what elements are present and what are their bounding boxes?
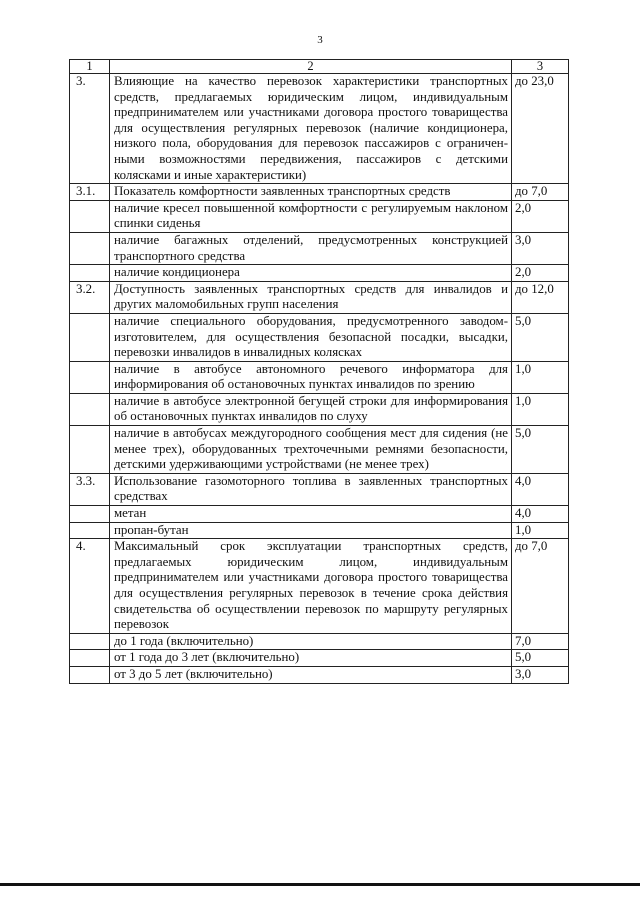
score-cell: 7,0 <box>512 633 569 650</box>
table-row <box>70 473 569 505</box>
score-cell: 5,0 <box>512 313 569 361</box>
bottom-rule <box>0 883 640 886</box>
row-number-cell <box>70 265 110 282</box>
row-number-cell: 3. <box>70 74 110 184</box>
score-cell: 5,0 <box>512 426 569 474</box>
criterion-text-cell: пропан-бутан <box>110 522 512 539</box>
table-row <box>70 281 569 313</box>
table-row <box>70 539 569 634</box>
table-row <box>70 650 569 667</box>
criterion-text-cell: Показатель комфортности заявленных транспортных средств <box>110 184 512 201</box>
table-row <box>70 633 569 650</box>
table-row <box>70 313 569 361</box>
criterion-text-cell: Максимальный срок эксплуатации транспортных средств, предлагаемых юридическим лицом, индивидуальным предпринимателем или участниками договора простого товарищества для осуществления регулярных перевозок в течение срока действия свидетельства об осуществлении перевозок по маршруту регулярных перевозок <box>110 539 512 634</box>
criterion-text-cell: Влияющие на качество перевозок характеристики транспортных средств, предлагаемых юридическим лицом, индивидуальным предпринимателем или участниками договора простого товарищества для осуществления регулярных перевозок (наличие кондиционера, низкого пола, оборудования для перевозок пассажиров с ограничен-ными возможностями передвижения, пассажиров с детскими колясками и иные характеристики) <box>110 74 512 184</box>
table-row <box>70 74 569 184</box>
criterion-text-cell: наличие багажных отделений, предусмотренных конструкцией транспортного средства <box>110 232 512 264</box>
row-number-cell: 3.1. <box>70 184 110 201</box>
criteria-table <box>69 59 569 684</box>
row-number-cell <box>70 393 110 425</box>
row-number-cell: 3.3. <box>70 473 110 505</box>
criterion-text-cell: Использование газомоторного топлива в заявленных транспортных средствах <box>110 473 512 505</box>
row-number-cell <box>70 633 110 650</box>
score-cell: до 23,0 <box>512 74 569 184</box>
criterion-text-cell: наличие в автобусах междугородного сообщения мест для сидения (не менее трех), оборудованных трехточечными ремнями безопасности, детскими удерживающими устройствами (не менее трех) <box>110 426 512 474</box>
table-row <box>70 265 569 282</box>
row-number-cell: 3.2. <box>70 281 110 313</box>
row-number-cell <box>70 666 110 683</box>
table-row <box>70 426 569 474</box>
score-cell: 1,0 <box>512 361 569 393</box>
row-number-cell: 4. <box>70 539 110 634</box>
table-row <box>70 522 569 539</box>
criterion-text-cell: наличие кондиционера <box>110 265 512 282</box>
table-row <box>70 361 569 393</box>
row-number-cell <box>70 313 110 361</box>
score-cell: до 7,0 <box>512 539 569 634</box>
row-number-cell <box>70 426 110 474</box>
header-cell-2: 2 <box>110 60 512 74</box>
row-number-cell <box>70 361 110 393</box>
score-cell: 2,0 <box>512 200 569 232</box>
score-cell: 3,0 <box>512 232 569 264</box>
header-row <box>70 60 569 74</box>
table-row <box>70 232 569 264</box>
criterion-text-cell: от 1 года до 3 лет (включительно) <box>110 650 512 667</box>
page-number: 3 <box>317 34 323 46</box>
row-number-cell <box>70 650 110 667</box>
row-number-cell <box>70 522 110 539</box>
score-cell: 2,0 <box>512 265 569 282</box>
criterion-text-cell: метан <box>110 506 512 523</box>
table-row <box>70 506 569 523</box>
row-number-cell <box>70 232 110 264</box>
criterion-text-cell: наличие специального оборудования, предусмотренного заводом-изготовителем, для осуществления безопасной посадки, высадки, перевозки инвалидов в инвалидных колясках <box>110 313 512 361</box>
header-cell-1: 1 <box>70 60 110 74</box>
table-row <box>70 184 569 201</box>
score-cell: 4,0 <box>512 473 569 505</box>
score-cell: до 7,0 <box>512 184 569 201</box>
row-number-cell <box>70 200 110 232</box>
score-cell: 1,0 <box>512 393 569 425</box>
criterion-text-cell: наличие кресел повышенной комфортности с регулируемым наклоном спинки сиденья <box>110 200 512 232</box>
row-number-cell <box>70 506 110 523</box>
table-row <box>70 393 569 425</box>
criterion-text-cell: до 1 года (включительно) <box>110 633 512 650</box>
header-cell-3: 3 <box>512 60 569 74</box>
table-row <box>70 200 569 232</box>
criterion-text-cell: Доступность заявленных транспортных средств для инвалидов и других маломобильных групп населения <box>110 281 512 313</box>
criterion-text-cell: наличие в автобусе автономного речевого информатора для информирования об остановочных пунктах инвалидов по зрению <box>110 361 512 393</box>
criteria-table-body <box>70 60 569 684</box>
score-cell: 5,0 <box>512 650 569 667</box>
score-cell: 3,0 <box>512 666 569 683</box>
criterion-text-cell: от 3 до 5 лет (включительно) <box>110 666 512 683</box>
criterion-text-cell: наличие в автобусе электронной бегущей строки для информирования об остановочных пунктах инвалидов по слуху <box>110 393 512 425</box>
score-cell: 4,0 <box>512 506 569 523</box>
score-cell: до 12,0 <box>512 281 569 313</box>
table-row <box>70 666 569 683</box>
score-cell: 1,0 <box>512 522 569 539</box>
